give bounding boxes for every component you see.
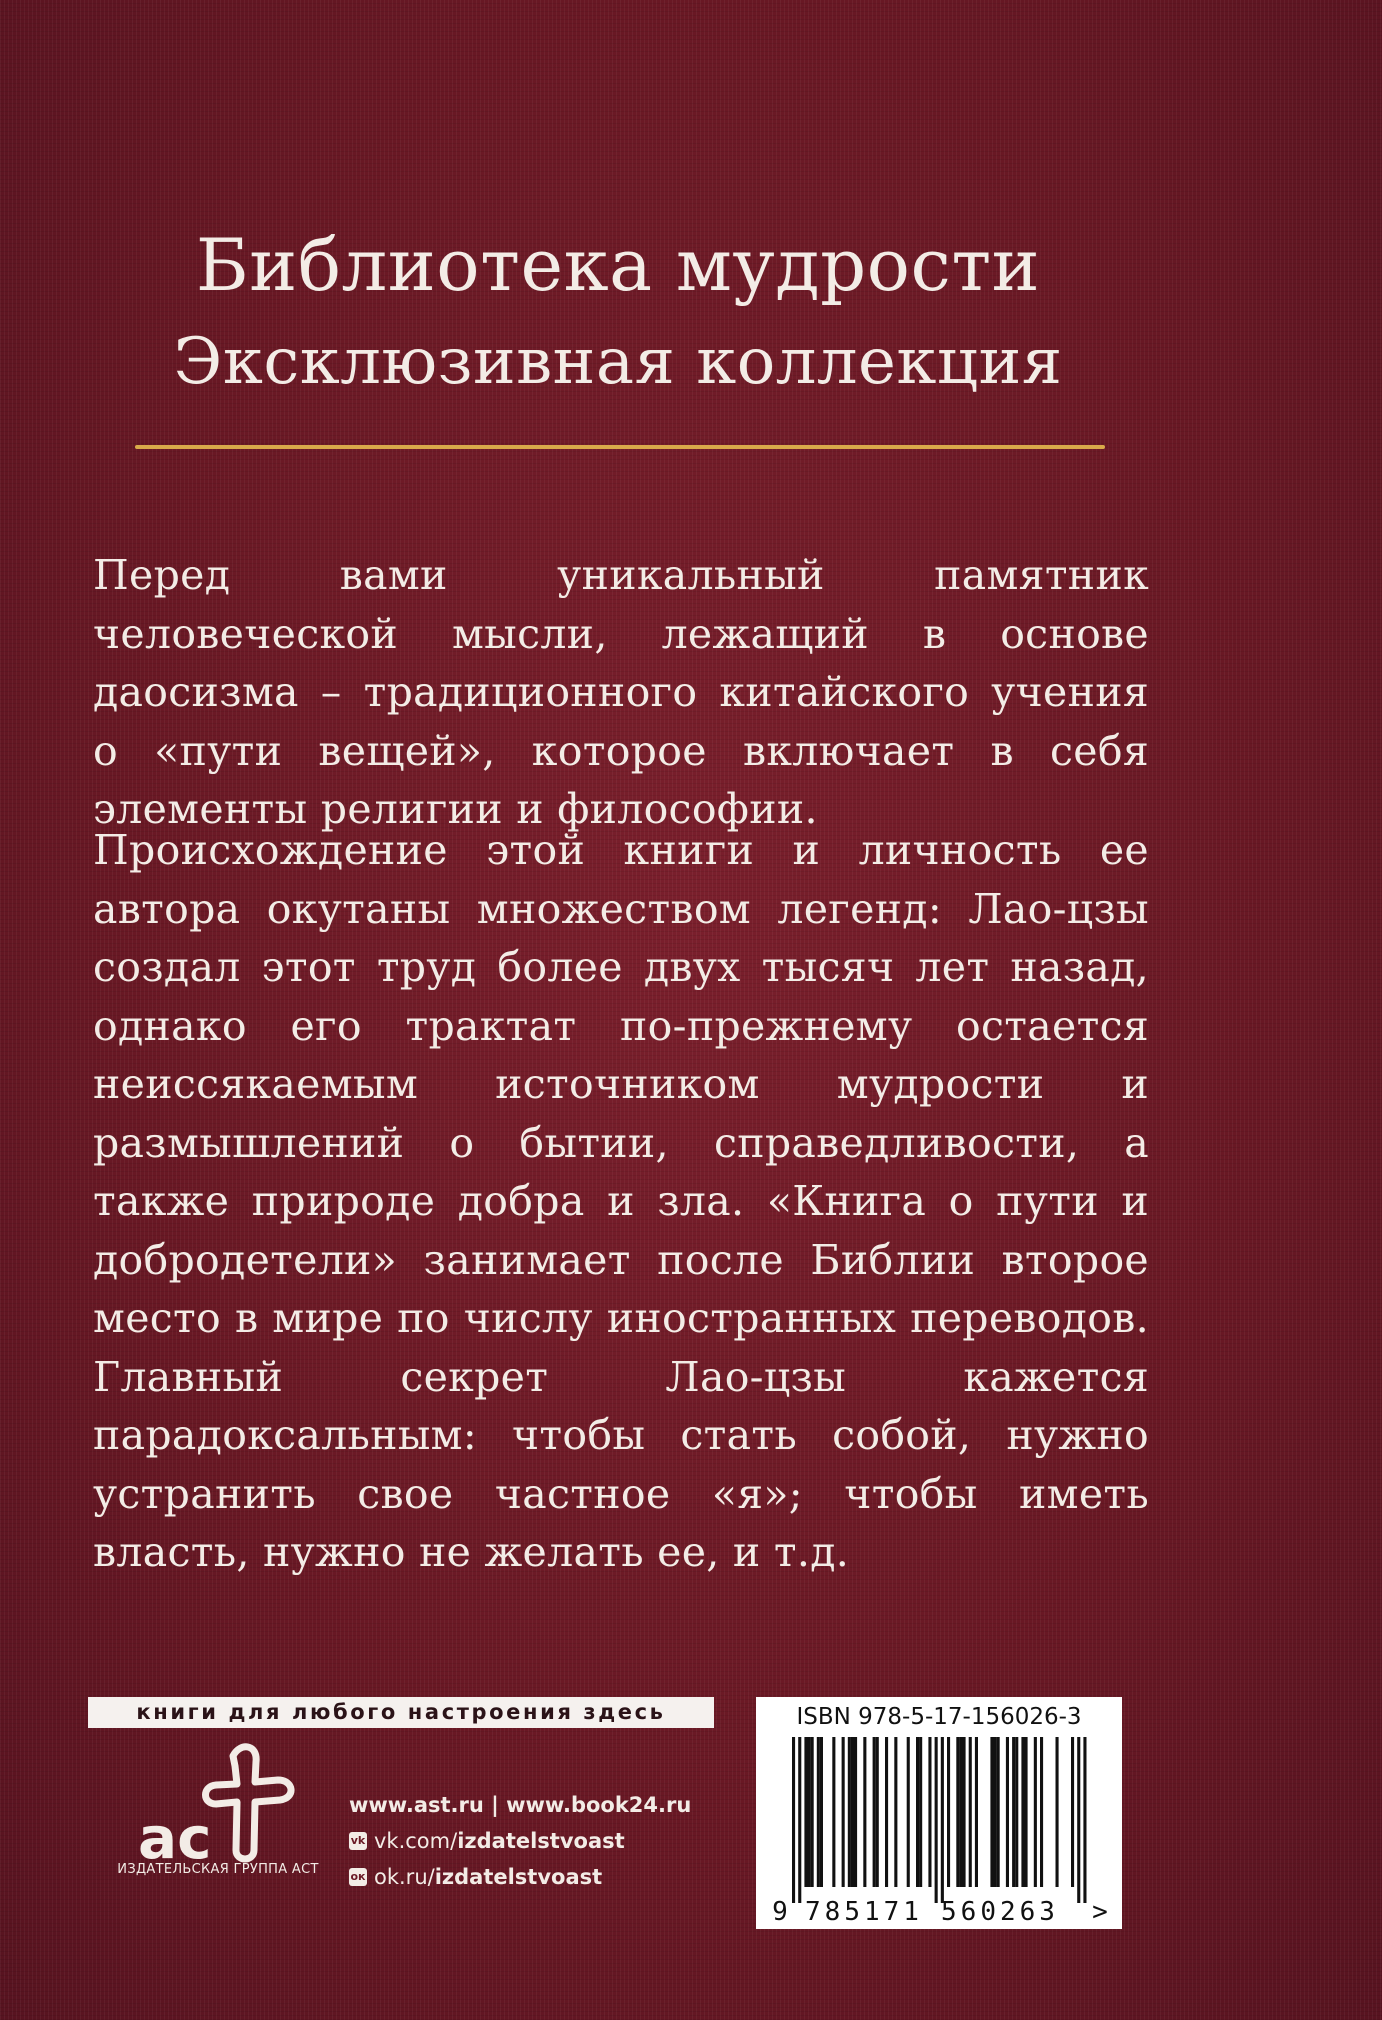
barcode-bar: [863, 1737, 866, 1887]
barcode-bar: [959, 1737, 962, 1887]
publisher-links: [349, 1787, 691, 1895]
barcode-bar: [873, 1737, 876, 1887]
barcode-bar: [975, 1737, 978, 1887]
barcode-bar: [876, 1737, 879, 1887]
barcode-bar: [848, 1737, 851, 1887]
barcode-bar: [1034, 1737, 1037, 1887]
barcode-bar: [947, 1737, 950, 1887]
barcode-bar: [963, 1737, 966, 1887]
barcode-bar: [1012, 1737, 1015, 1887]
ean-right-digits: 560263: [941, 1897, 1059, 1927]
publisher-logo: [118, 1740, 313, 1880]
barcode-bar: [997, 1737, 1000, 1887]
ok-link[interactable]: [349, 1859, 691, 1895]
barcode-bar: [1015, 1737, 1018, 1887]
barcode-bar: [907, 1737, 910, 1887]
tagline-banner: книги для любого настроения здесь: [88, 1697, 714, 1728]
barcode-bar: [808, 1737, 811, 1887]
barcode-bar: [1083, 1737, 1086, 1903]
logo-cross-icon: [206, 1747, 292, 1859]
description-paragraph-2: Происхождение этой книги и личность ее автора окутаны множеством легенд: Лао-цзы создал этот труд более двух тысяч лет назад, однако его трактат по-прежнему остается неиссякаемым источником мудрости и размышлений о бытии, справедливости, а также природе добра и зла. «Книга о пути и добродетели» занимает после Библии второе место в мире по числу иностранных переводов. Главный секрет Лао-цзы кажется парадоксальным: чтобы стать собой, нужно устранить свое частное «я»; чтобы иметь власть, нужно не желать ее, и т.д.: [93, 826, 1149, 1576]
barcode-bar: [969, 1737, 972, 1887]
barcode-bar: [1006, 1737, 1009, 1887]
barcode-bar: [919, 1737, 922, 1887]
description-paragraph-1: Перед вами уникальный памятник человеческой мысли, лежащий в основе даосизма – традиционного китайского учения о «пути вещей», которое включает в себя элементы религии и философии.: [93, 551, 1149, 833]
barcode-bar: [1071, 1737, 1074, 1887]
barcode-bar: [854, 1737, 857, 1887]
barcode-bar: [811, 1737, 814, 1887]
barcode-bar: [928, 1737, 931, 1887]
isbn-label: ISBN 978-5-17-156026-3: [796, 1704, 1082, 1730]
barcode-bar: [956, 1737, 959, 1887]
barcode-bar: [916, 1737, 919, 1887]
vk-link[interactable]: [349, 1823, 691, 1859]
barcode-bar: [935, 1737, 938, 1903]
ean-first-digit: 9: [772, 1897, 788, 1927]
ok-link-prefix: ok.ru/: [374, 1865, 435, 1889]
barcode-bar: [842, 1737, 845, 1887]
ok-link-handle: izdatelstvoast: [434, 1865, 603, 1889]
barcode-graphic: [756, 1697, 1122, 1929]
barcode-bars: [792, 1737, 1087, 1903]
ok-icon: ок: [349, 1868, 367, 1886]
barcode-bar: [804, 1737, 807, 1887]
barcode-bar: [894, 1737, 897, 1887]
barcode-bar: [1021, 1737, 1024, 1887]
series-subtitle: Эксклюзивная коллекция: [173, 325, 1063, 399]
barcode-bar: [990, 1737, 993, 1887]
barcode-bar: [832, 1737, 835, 1887]
barcode-bar: [817, 1737, 820, 1887]
gold-divider: [135, 445, 1105, 449]
publisher-name: ИЗДАТЕЛЬСКАЯ ГРУППА АСТ: [117, 1862, 319, 1877]
logo-wordmark: ас: [138, 1804, 212, 1872]
website-links[interactable]: www.ast.ru | www.book24.ru: [349, 1793, 692, 1817]
series-title: Библиотека мудрости: [195, 223, 1041, 307]
barcode-bar: [1025, 1737, 1028, 1887]
vk-link-prefix: vk.com/: [374, 1829, 458, 1853]
barcode-bar: [1056, 1737, 1059, 1887]
ean-marker: >: [1092, 1897, 1108, 1927]
vk-icon: vk: [349, 1832, 367, 1850]
vk-link-handle: izdatelstvoast: [457, 1829, 625, 1853]
barcode-bar: [941, 1737, 944, 1903]
barcode-bar: [1077, 1737, 1080, 1903]
barcode-bar: [851, 1737, 854, 1887]
barcode-bar: [1040, 1737, 1043, 1887]
barcode-bar: [885, 1737, 888, 1887]
ean-left-digits: 785171: [805, 1897, 923, 1927]
barcode-bar: [994, 1737, 997, 1887]
barcode-bar: [820, 1737, 823, 1887]
isbn-barcode: [756, 1697, 1122, 1929]
barcode-bar: [792, 1737, 795, 1903]
barcode-bar: [798, 1737, 801, 1903]
